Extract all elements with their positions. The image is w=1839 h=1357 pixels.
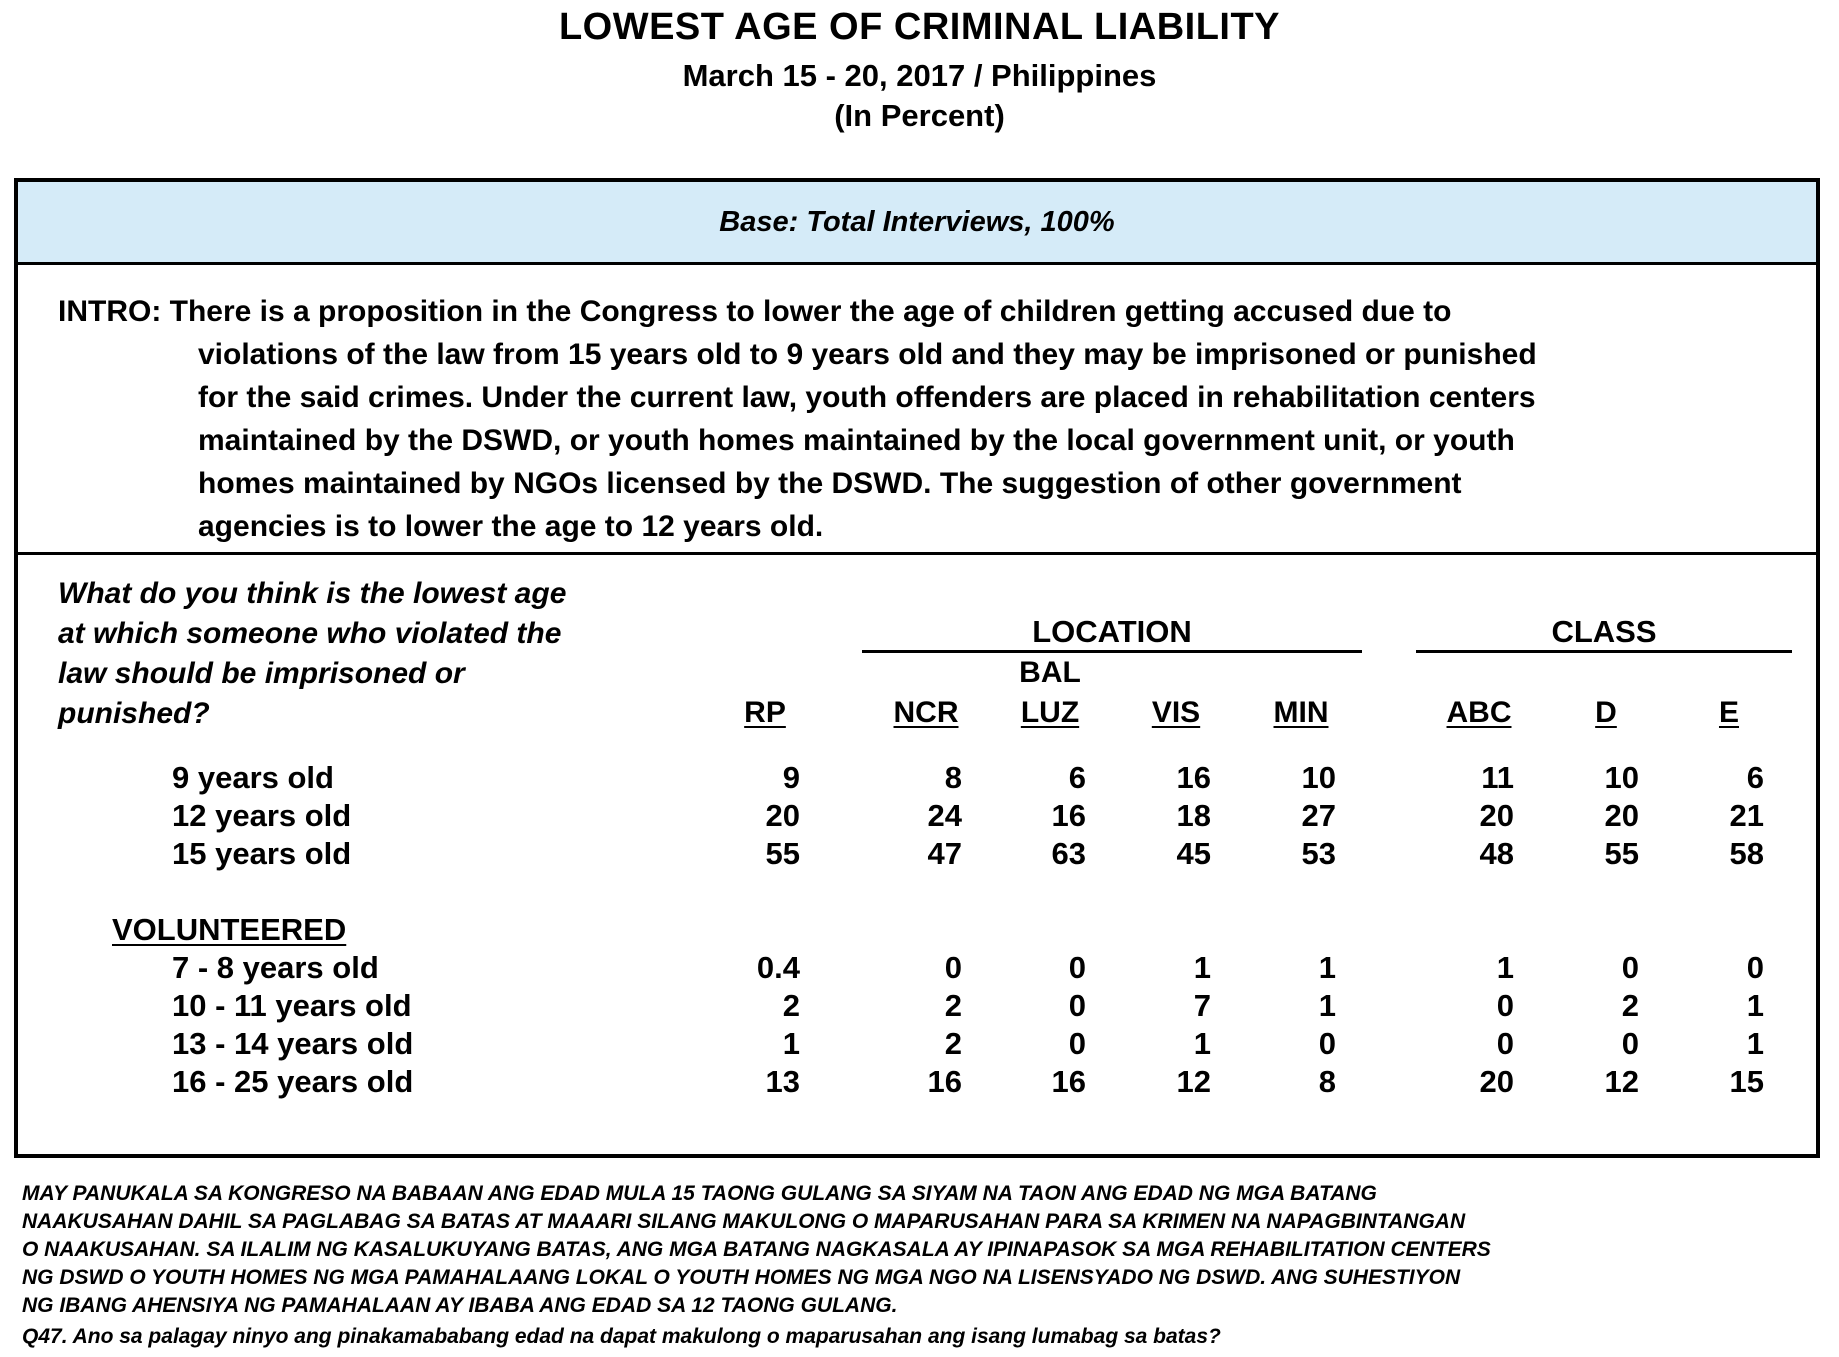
table-cell: 24 (927, 798, 962, 833)
table-cell: 1 (782, 1026, 800, 1061)
col-header-abc: ABC (1446, 696, 1512, 729)
table-cell: 55 (765, 836, 800, 871)
table-cell: 11 (1481, 760, 1514, 795)
table-cell: 1 (1318, 988, 1336, 1023)
table-cell: 1 (1193, 950, 1211, 985)
group-rule-location (862, 650, 1362, 653)
tagalog-footnote (22, 1180, 1822, 1320)
table-cell: 0 (1068, 950, 1086, 985)
table-cell: 1 (1746, 1026, 1764, 1061)
table-cell: 6 (1068, 760, 1086, 795)
table-cell: 0 (1621, 950, 1639, 985)
group-header-location: LOCATION (1032, 614, 1192, 649)
table-cell: 0 (1068, 1026, 1086, 1061)
table-cell: 21 (1729, 798, 1764, 833)
col-header-bal: BAL (1019, 656, 1081, 689)
table-cell: 6 (1746, 760, 1764, 795)
col-header-ncr: NCR (893, 696, 959, 729)
table-cell: 18 (1176, 798, 1211, 833)
group-rule-class (1416, 650, 1792, 653)
col-header-rp: RP (744, 696, 786, 729)
table-cell: 0 (1496, 1026, 1514, 1061)
intro-divider (18, 552, 1816, 555)
survey-question (58, 574, 698, 734)
table-cell: 0 (1068, 988, 1086, 1023)
table-cell: 8 (944, 760, 962, 795)
footnote-line: NG DSWD O YOUTH HOMES NG MGA PAMAHALAANG LOKAL O YOUTH HOMES NG MGA NGO NA LISENSYADO NG DSWD. ANG SUHESTIYON (22, 1266, 1461, 1289)
table-cell: 27 (1301, 798, 1336, 833)
col-header-min: MIN (1273, 696, 1329, 729)
row-label-12: 12 years old (172, 798, 352, 833)
question-line: at which someone who violated the (58, 617, 562, 650)
question-q47: Q47. Ano sa palagay ninyo ang pinakamababang edad na dapat makulong o maparusahan ang isang lumabag sa batas? (22, 1325, 1221, 1348)
table-cell: 0 (1496, 988, 1514, 1023)
table-cell: 0 (1746, 950, 1764, 985)
table-cell: 16 (927, 1064, 962, 1099)
survey-date-location: March 15 - 20, 2017 / Philippines (682, 58, 1157, 93)
intro-text (58, 290, 1778, 548)
table-cell: 48 (1479, 836, 1514, 871)
table-cell: 16 (1051, 798, 1086, 833)
row-label-16-25: 16 - 25 years old (172, 1064, 414, 1099)
page-title: LOWEST AGE OF CRIMINAL LIABILITY (558, 6, 1281, 48)
col-header-e: E (1718, 696, 1739, 729)
row-label-15: 15 years old (172, 836, 352, 871)
unit-label: (In Percent) (834, 98, 1005, 133)
table-cell: 7 (1193, 988, 1211, 1023)
row-label-10-11: 10 - 11 years old (172, 988, 412, 1023)
col-header-d: D (1595, 696, 1617, 729)
intro-line: agencies is to lower the age to 12 years old. (198, 510, 824, 543)
table-cell: 1 (1496, 950, 1514, 985)
intro-line: maintained by the DSWD, or youth homes maintained by the local government unit, or youth (198, 424, 1515, 457)
row-label-9: 9 years old (172, 760, 334, 795)
base-text: Base: Total Interviews, 100% (719, 205, 1115, 238)
table-cell: 1 (1193, 1026, 1211, 1061)
volunteered-heading: VOLUNTEERED (112, 912, 347, 947)
intro-line: INTRO: There is a proposition in the Congress to lower the age of children getting accused due to (58, 295, 1452, 328)
table-cell: 2 (944, 1026, 962, 1061)
footnote-line: NAAKUSAHAN DAHIL SA PAGLABAG SA BATAS AT MAAARI SILANG MAKULONG O MAPARUSAHAN PARA SA KRIMEN NA NAPAGBINTANGAN (22, 1210, 1466, 1233)
question-line: punished? (58, 697, 210, 730)
intro-line: violations of the law from 15 years old to 9 years old and they may be imprisoned or punished (198, 338, 1537, 371)
table-cell: 12 (1604, 1064, 1639, 1099)
table-cell: 10 (1301, 760, 1336, 795)
table-cell: 20 (765, 798, 800, 833)
table-cell: 58 (1729, 836, 1764, 871)
base-banner (18, 182, 1816, 265)
col-header-luz: LUZ (1020, 696, 1080, 729)
footnote-line: NG IBANG AHENSIYA NG PAMAHALAAN AY IBABA ANG EDAD SA 12 TAONG GULANG. (22, 1294, 898, 1317)
question-line: law should be imprisoned or (58, 657, 465, 690)
group-header-class: CLASS (1551, 614, 1657, 649)
footnote-line: O NAAKUSAHAN. SA ILALIM NG KASALUKUYANG BATAS, ANG MGA BATANG NAGKASALA AY IPINAPASOK SA MGA REHABILITATION CENTERS (22, 1238, 1491, 1261)
table-cell: 20 (1604, 798, 1639, 833)
table-cell: 16 (1051, 1064, 1086, 1099)
table-cell: 20 (1479, 798, 1514, 833)
table-cell: 2 (944, 988, 962, 1023)
table-cell: 55 (1604, 836, 1639, 871)
col-header-vis: VIS (1151, 696, 1201, 729)
table-cell: 53 (1301, 836, 1336, 871)
table-cell: 1 (1318, 950, 1336, 985)
table-cell: 45 (1176, 836, 1211, 871)
table-cell: 0 (1318, 1026, 1336, 1061)
footnote-line: MAY PANUKALA SA KONGRESO NA BABAAN ANG EDAD MULA 15 TAONG GULANG SA SIYAM NA TAON ANG EDAD NG MGA BATANG (22, 1182, 1377, 1205)
table-cell: 0 (1621, 1026, 1639, 1061)
intro-line: for the said crimes. Under the current law, youth offenders are placed in rehabilitation centers (198, 381, 1536, 414)
table-cell: 47 (927, 836, 962, 871)
row-label-7-8: 7 - 8 years old (172, 950, 379, 985)
table-cell: 0.4 (756, 950, 800, 985)
table-cell: 0 (944, 950, 962, 985)
table-cell: 16 (1176, 760, 1211, 795)
row-label-13-14: 13 - 14 years old (172, 1026, 414, 1061)
table-cell: 2 (782, 988, 800, 1023)
table-cell: 15 (1729, 1064, 1764, 1099)
table-cell: 8 (1318, 1064, 1336, 1099)
table-cell: 10 (1604, 760, 1639, 795)
table-cell: 20 (1479, 1064, 1514, 1099)
table-cell: 2 (1621, 988, 1639, 1023)
table-cell: 63 (1051, 836, 1086, 871)
table-cell: 9 (782, 760, 800, 795)
table-cell: 12 (1176, 1064, 1211, 1099)
question-line: What do you think is the lowest age (58, 577, 567, 610)
table-cell: 13 (765, 1064, 800, 1099)
table-cell: 1 (1746, 988, 1764, 1023)
intro-line: homes maintained by NGOs licensed by the DSWD. The suggestion of other government (198, 467, 1462, 500)
